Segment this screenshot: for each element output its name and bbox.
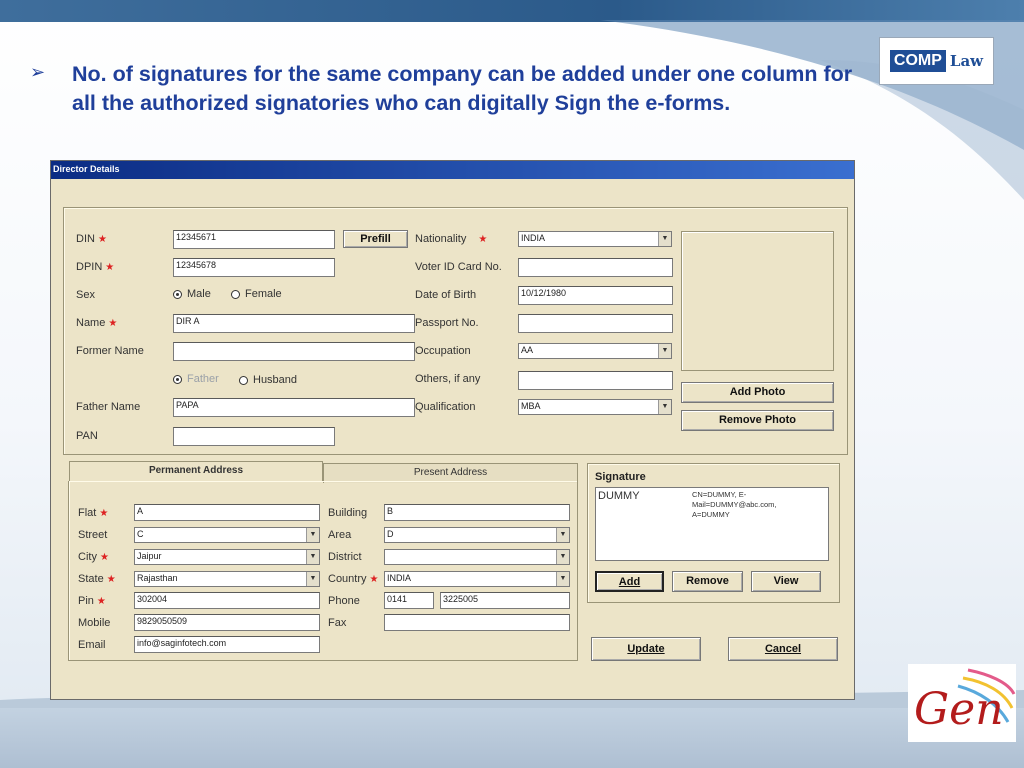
- district-select[interactable]: ▼: [384, 549, 570, 565]
- phone-label: Phone: [328, 595, 360, 607]
- remove-photo-button[interactable]: Remove Photo: [681, 410, 834, 431]
- area-label: Area: [328, 529, 352, 541]
- area-select[interactable]: D ▼: [384, 527, 570, 543]
- father-radio[interactable]: Father: [173, 373, 219, 385]
- former-name-field[interactable]: [173, 342, 415, 361]
- city-label: City ★: [78, 551, 109, 563]
- slide-bullet-text: No. of signatures for the same company can be added under one column for all the authorized signatories who can digitally Sign the e-forms.: [72, 62, 853, 115]
- add-photo-button[interactable]: Add Photo: [681, 382, 834, 403]
- qualification-label: Qualification: [415, 401, 476, 413]
- female-radio[interactable]: Female: [231, 288, 282, 300]
- country-select[interactable]: INDIA ▼: [384, 571, 570, 587]
- svg-text:Gen: Gen: [914, 684, 1004, 735]
- flat-label: Flat ★: [78, 507, 109, 519]
- city-select[interactable]: Jaipur ▼: [134, 549, 320, 565]
- male-radio[interactable]: Male: [173, 288, 211, 300]
- slide-bottom-band: [0, 708, 1024, 768]
- email-field[interactable]: info@saginfotech.com: [134, 636, 320, 653]
- sex-label: Sex: [76, 289, 95, 301]
- pan-label: PAN: [76, 430, 98, 442]
- photo-box: [681, 231, 834, 371]
- passport-label: Passport No.: [415, 317, 479, 329]
- view-signature-button[interactable]: View: [751, 571, 821, 592]
- window-title: Director Details: [51, 161, 854, 179]
- dob-field[interactable]: 10/12/1980: [518, 286, 673, 305]
- signature-title: Signature: [595, 471, 646, 483]
- dpin-label: DPIN ★: [76, 261, 115, 273]
- others-field[interactable]: [518, 371, 673, 390]
- former-name-label: Former Name: [76, 345, 144, 357]
- cancel-button[interactable]: Cancel: [728, 637, 838, 661]
- prefill-button[interactable]: Prefill: [343, 230, 408, 248]
- tab-permanent-address[interactable]: Permanent Address: [69, 461, 323, 481]
- signature-list[interactable]: [595, 487, 829, 561]
- others-label: Others, if any: [415, 373, 481, 385]
- email-label: Email: [78, 639, 106, 651]
- bullet-arrow-icon: ➢: [30, 62, 46, 83]
- occupation-label: Occupation: [415, 345, 471, 357]
- din-label: DIN ★: [76, 233, 107, 245]
- gen-logo-graphic: [908, 664, 1016, 742]
- add-signature-button[interactable]: Add: [595, 571, 664, 592]
- district-label: District: [328, 551, 362, 563]
- fax-label: Fax: [328, 617, 347, 629]
- mobile-field[interactable]: 9829050509: [134, 614, 320, 631]
- state-label: State ★: [78, 573, 116, 585]
- remove-signature-button[interactable]: Remove: [672, 571, 743, 592]
- building-label: Building: [328, 507, 368, 519]
- flat-field[interactable]: A: [134, 504, 320, 521]
- phone-code-field[interactable]: 0141: [384, 592, 434, 609]
- occupation-select[interactable]: AA ▼: [518, 343, 672, 359]
- street-select[interactable]: C ▼: [134, 527, 320, 543]
- husband-radio[interactable]: Husband: [239, 374, 297, 386]
- fax-field[interactable]: [384, 614, 570, 631]
- din-field[interactable]: 12345671: [173, 230, 335, 249]
- name-field[interactable]: DIR A: [173, 314, 415, 333]
- street-label: Street: [78, 529, 108, 541]
- phone-number-field[interactable]: 3225005: [440, 592, 570, 609]
- country-label: Country ★: [328, 573, 379, 585]
- pin-field[interactable]: 302004: [134, 592, 320, 609]
- complaw-logo-comp: COMP: [890, 50, 946, 72]
- complaw-logo: [879, 37, 994, 85]
- nationality-label: Nationality ★: [415, 233, 488, 245]
- qualification-select[interactable]: MBA ▼: [518, 399, 672, 415]
- state-select[interactable]: Rajasthan ▼: [134, 571, 320, 587]
- voter-id-label: Voter ID Card No.: [415, 261, 502, 273]
- name-label: Name ★: [76, 317, 118, 329]
- tab-present-address[interactable]: Present Address: [323, 463, 578, 483]
- mobile-label: Mobile: [78, 617, 111, 629]
- update-button[interactable]: Update: [591, 637, 701, 661]
- father-name-label: Father Name: [76, 401, 141, 413]
- voter-id-field[interactable]: [518, 258, 673, 277]
- building-field[interactable]: B: [384, 504, 570, 521]
- signature-detail: CN=DUMMY, E- Mail=DUMMY@abc.com, A=DUMMY: [692, 490, 777, 519]
- dpin-field[interactable]: 12345678: [173, 258, 335, 277]
- dob-label: Date of Birth: [415, 289, 477, 301]
- passport-field[interactable]: [518, 314, 673, 333]
- gen-logo: [908, 664, 1016, 742]
- father-name-field[interactable]: PAPA: [173, 398, 415, 417]
- nationality-select[interactable]: INDIA ▼: [518, 231, 672, 247]
- director-details-window: [50, 160, 855, 700]
- complaw-logo-law: Law: [949, 52, 984, 70]
- signature-name: DUMMY: [598, 490, 640, 502]
- pan-field[interactable]: [173, 427, 335, 446]
- pin-label: Pin ★: [78, 595, 106, 607]
